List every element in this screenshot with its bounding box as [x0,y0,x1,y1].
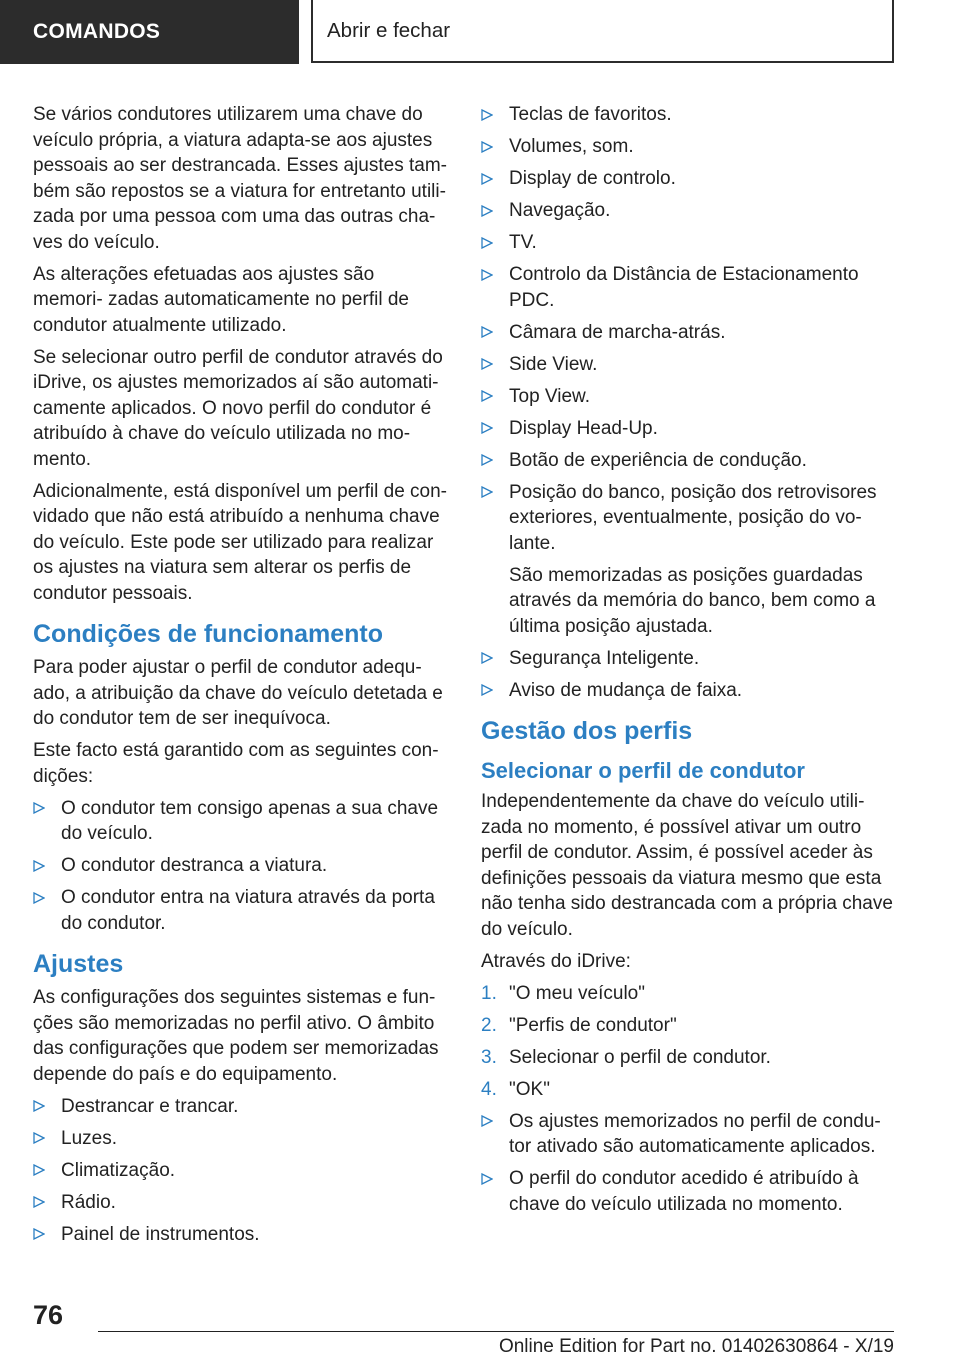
list-item-text: Controlo da Distância de Estacionamento PDC. [509,264,859,311]
list-item [33,796,447,847]
step-number: 1. [481,982,497,1004]
triangle-bullet-icon [481,198,501,223]
intro-paragraph: Se vários condutores utilizarem uma chave do veículo própria, a viatura adapta-se aos ajustes pessoais ao ser destrancada. Esses ajustes tam- bém são repostos se a viatura for entretanto utili- zada por uma pessoa com uma das outras cha- ves do veículo. [33,104,447,253]
list-item-text: Os ajustes memorizados no perfil de condu- tor ativado são automaticamente aplicados. [509,1110,881,1157]
list-item-text: Climatização. [61,1159,176,1181]
triangle-bullet-icon [481,102,501,127]
footer-divider [98,1331,894,1332]
conditions-heading: Condições de funcionamento [33,620,384,648]
list-item-text: Top View. [509,385,590,407]
settings-paragraph: As configurações dos seguintes sistemas e fun- ções são memorizadas no perfil ativo. O âmbito das configurações que podem ser memorizadas depende do país e do equipamento. [33,987,439,1085]
triangle-bullet-icon [481,352,501,377]
step-text: "OK" [509,1078,550,1100]
list-item-text: O condutor destranca a viatura. [61,855,328,876]
triangle-bullet-icon [33,1158,53,1183]
list-item-text: Navegação. [509,200,611,221]
intro-paragraph: Se selecionar outro perfil de condutor através do iDrive, os ajustes memorizados aí são automati- camente aplicados. O novo perfil do condutor é atribuído à chave do veículo utilizada no mo- mento. [33,346,443,470]
list-item [481,198,893,224]
conditions-paragraph: Para poder ajustar o perfil de condutor adequ- ado, a atribuição da chave do veículo detetada e do condutor tem de ser inequívoca. [33,657,443,729]
list-item [481,230,893,256]
list-item [481,448,893,474]
triangle-bullet-icon [33,853,53,878]
triangle-bullet-icon [33,1094,53,1119]
step-item [481,1013,893,1039]
triangle-bullet-icon [481,1166,501,1191]
triangle-bullet-icon [481,134,501,159]
list-item-text: O condutor entra na viatura através da porta do condutor. [61,887,435,934]
list-item-text: Destrancar e trancar. [61,1095,239,1117]
profiles-paragraph: Através do iDrive: [481,950,631,972]
list-item-text: Painel de instrumentos. [61,1223,260,1245]
settings-heading: Ajustes [33,950,124,978]
list-item [33,1126,447,1152]
list-item [481,1109,893,1160]
list-item [33,885,447,936]
list-item-text: Teclas de favoritos. [509,104,672,125]
step-number: 4. [481,1078,497,1100]
profiles-heading: Gestão dos perfis [481,717,693,745]
list-item [481,320,893,346]
list-item-text: Segurança Inteligente. [509,647,700,669]
list-item [481,134,893,160]
list-item [481,416,893,442]
left-column [33,102,447,1254]
page-number: 76 [33,1300,64,1330]
conditions-paragraph: Este facto está garantido com as seguintes con- dições: [33,740,439,787]
list-item-text: TV. [509,232,537,253]
triangle-bullet-icon [33,885,53,910]
chapter-tab [311,0,894,63]
step-item [481,1045,893,1071]
settings-list-continued [481,102,893,703]
list-item [33,1222,447,1248]
list-item [481,262,893,313]
list-item-text: Posição do banco, posição dos retrovisores exteriores, eventualmente, posição do vo- lante. [509,481,877,554]
triangle-bullet-icon [33,1190,53,1215]
list-item [481,646,893,672]
triangle-bullet-icon [481,384,501,409]
triangle-bullet-icon [481,448,501,473]
list-item-text: Display Head-Up. [509,417,658,439]
list-item [33,1158,447,1184]
triangle-bullet-icon [481,230,501,255]
list-item [481,480,893,640]
list-item-text: Side View. [509,353,598,375]
triangle-bullet-icon [481,646,501,671]
steps-list [481,981,893,1103]
list-item [481,1166,893,1217]
triangle-bullet-icon [481,166,501,191]
list-item [33,1094,447,1120]
list-item [481,384,893,410]
conditions-list [33,796,447,937]
results-list [481,1109,893,1218]
seat-item-note: São memorizadas as posições guardadas através da memória do banco, bem como a última posição ajustada. [509,564,876,637]
intro-section [33,102,447,606]
right-column [481,102,893,1224]
triangle-bullet-icon [33,1126,53,1151]
step-number: 2. [481,1014,497,1036]
step-number: 3. [481,1046,497,1068]
triangle-bullet-icon [481,1109,501,1134]
list-item [33,853,447,879]
step-item [481,1077,893,1103]
intro-paragraph: As alterações efetuadas aos ajustes são memori- zadas automaticamente no perfil de condutor atualmente utilizado. [33,263,409,336]
step-text: "O meu veículo" [509,982,645,1004]
list-item-text: Botão de experiência de condução. [509,449,807,471]
list-item-text: Luzes. [61,1127,117,1149]
triangle-bullet-icon [481,480,501,505]
section-tab [0,0,299,64]
list-item [481,102,893,128]
list-item [481,166,893,192]
list-item-text: Câmara de marcha-atrás. [509,321,726,343]
list-item-text: Volumes, som. [509,136,634,157]
footer-edition: Online Edition for Part no. 01402630864 - X/19 [498,1336,894,1357]
list-item [33,1190,447,1216]
triangle-bullet-icon [481,320,501,345]
list-item-text: Rádio. [61,1191,116,1213]
list-item [481,352,893,378]
triangle-bullet-icon [481,262,501,287]
list-item-text: O perfil do condutor acedido é atribuído à chave do veículo utilizada no momento. [509,1168,859,1215]
step-text: "Perfis de condutor" [509,1014,677,1036]
triangle-bullet-icon [33,1222,53,1247]
list-item [481,678,893,704]
list-item-text: Aviso de mudança de faixa. [509,679,743,701]
list-item-text: O condutor tem consigo apenas a sua chave do veículo. [61,797,439,844]
triangle-bullet-icon [33,796,53,821]
list-item-text: Display de controlo. [509,168,676,189]
triangle-bullet-icon [481,416,501,441]
select-profile-subheading: Selecionar o perfil de condutor [481,758,805,783]
section-title: COMANDOS [33,20,161,43]
chapter-title: Abrir e fechar [327,18,451,42]
settings-list [33,1094,447,1248]
intro-paragraph: Adicionalmente, está disponível um perfil de con- vidado que não está atribuído a nenhuma chave do veículo. Este pode ser utilizado para realizar os ajustes na viatura sem alterar os perfis de condutor pessoais. [33,480,448,604]
profiles-paragraph: Independentemente da chave do veículo utili- zada no momento, é possível ativar um outro perfil de condutor. Assim, é possível aceder às definições pessoais da viatura mesmo que esta não tenha sido destrancada com a própria chave do veículo. [481,791,893,940]
step-item [481,981,893,1007]
step-text: Selecionar o perfil de condutor. [509,1046,771,1068]
triangle-bullet-icon [481,678,501,703]
